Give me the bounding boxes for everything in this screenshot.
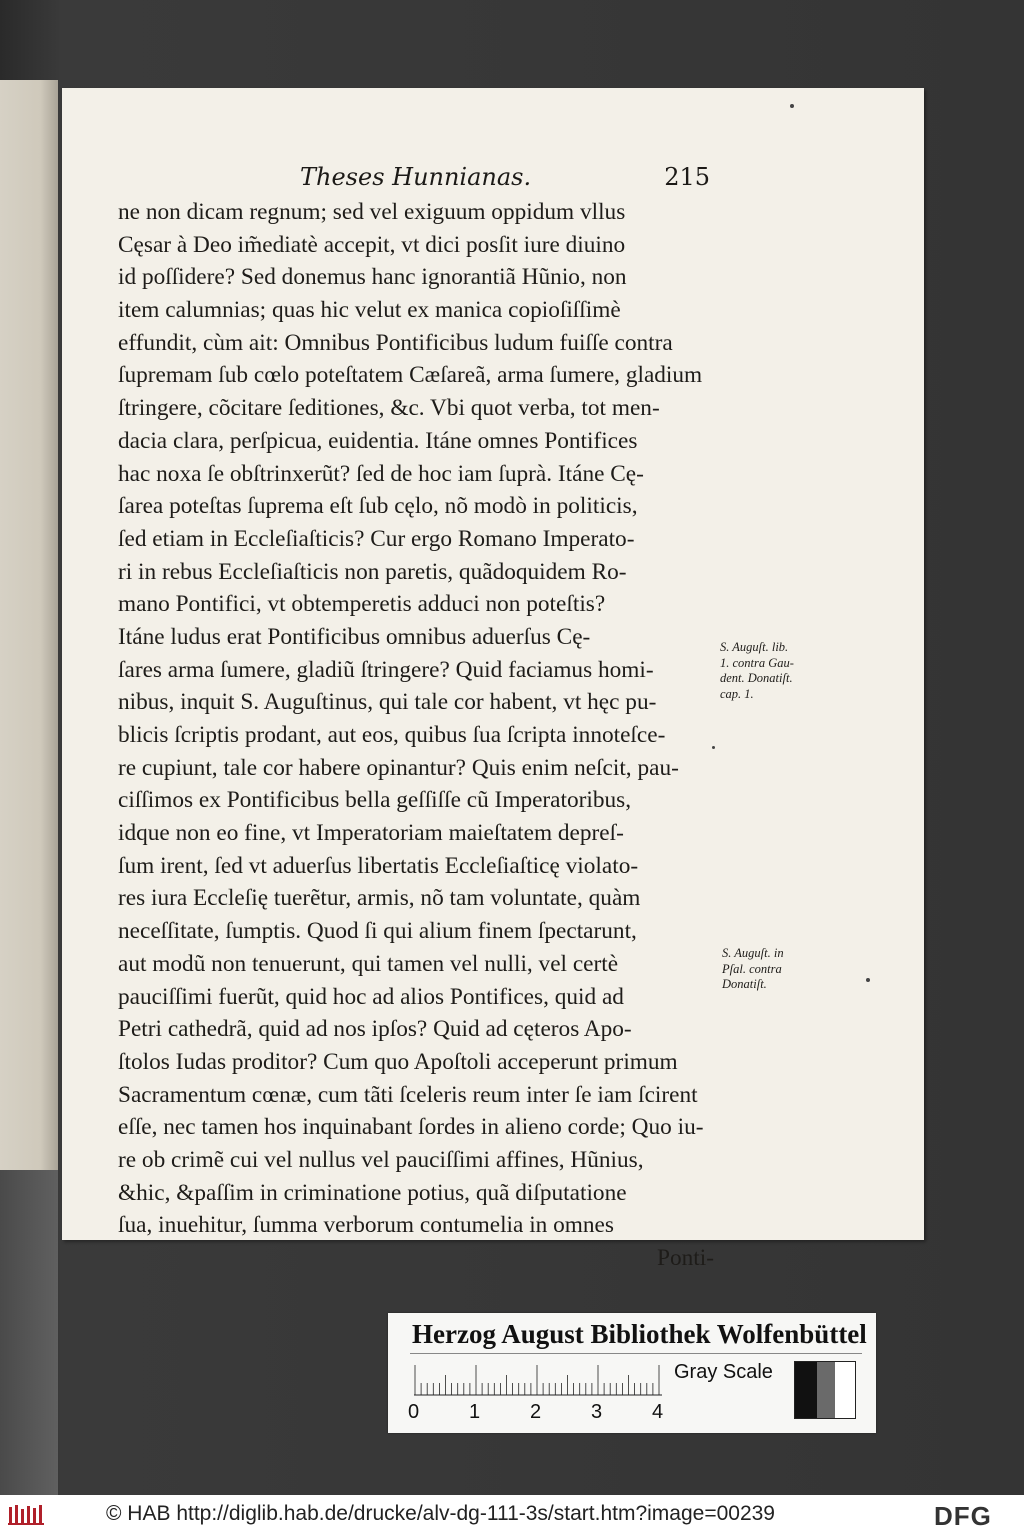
margin-note-line: Pſal. contra: [722, 961, 782, 976]
page-speck: [790, 104, 794, 108]
swatch-white: [835, 1362, 855, 1418]
text-line: ciſſimos ex Pontificibus bella geſſiſſe cũ Imperatoribus,: [118, 787, 632, 814]
catchword: Ponti-: [657, 1245, 714, 1271]
ruler-labels: [408, 1401, 678, 1425]
margin-note-line: Donatiſt.: [722, 977, 767, 991]
footer-bar: [0, 1495, 1024, 1535]
text-line: eſſe, nec tamen hos inquinabant ſordes in alieno corde; Quo iu-: [118, 1114, 704, 1141]
text-line: Cęsar à Deo im̃ediatè accepit, vt dici posſit iure diuino: [118, 231, 626, 258]
text-line: id poſſidere? Sed donemus hanc ignorantiã Hũnio, non: [118, 264, 627, 291]
card-divider: [410, 1353, 862, 1354]
text-line: ſed etiam in Eccleſiaſticis? Cur ergo Romano Imperato-: [118, 525, 635, 552]
text-line: item calumnias; quas hic velut ex manica copioſiſſimè: [118, 297, 621, 324]
text-line: neceſſitate, ſumptis. Quod ſi qui alium finem ſpectarunt,: [118, 918, 637, 945]
card-title: Herzog August Bibliothek Wolfenbüttel: [412, 1319, 867, 1349]
running-title: Theses Hunnianas.: [300, 163, 532, 191]
ruler-label: 2: [530, 1401, 542, 1423]
text-line: ſua, inuehitur, ſumma verborum contumelia in omnes: [118, 1212, 614, 1239]
ruler-label: 3: [591, 1401, 603, 1423]
margin-note-line: dent. Donatiſt.: [720, 671, 793, 685]
swatch-gray: [817, 1362, 835, 1418]
text-line: idque non eo fine, vt Imperatoriam maieſtatem depreſ-: [118, 820, 624, 847]
text-line: ſtringere, cõcitare ſeditiones, &c. Vbi quot verba, tot men-: [118, 395, 660, 422]
body-text: [118, 196, 714, 1275]
hab-logo-icon: [8, 1504, 48, 1526]
margin-note-2: [722, 946, 842, 993]
margin-note-line: cap. 1.: [720, 686, 754, 701]
text-line: Sacramentum cœnæ, cum tãti ſceleris reum inter ſe iam ſcirent: [118, 1081, 698, 1108]
text-line: re ob crimẽ cui vel nullus vel pauciſſimi affines, Hũnius,: [118, 1146, 644, 1173]
page-speck: [866, 978, 870, 982]
text-line: aut modũ non tenuerunt, qui tamen vel nulli, vel certè: [118, 950, 619, 977]
gray-scale-swatch: [794, 1361, 856, 1419]
text-line: ne non dicam regnum; sed vel exiguum oppidum vllus: [118, 199, 626, 225]
text-line: re cupiunt, tale cor habere opinantur? Quis enim neſcit, pau-: [118, 754, 679, 781]
text-line: ſarea poteſtas ſuprema eſt ſub cęlo, nõ modò in politicis,: [118, 493, 638, 520]
text-line: hac noxa ſe obſtrinxerũt? ſed de hoc iam ſuprà. Itáne Cę-: [118, 460, 644, 487]
text-line: ri in rebus Eccleſiaſticis non paretis, quãdoquidem Ro-: [118, 558, 627, 585]
margin-note-line: S. Auguſt. lib.: [720, 640, 789, 654]
ruler-label: 0: [408, 1401, 420, 1423]
swatch-black: [795, 1362, 817, 1418]
previous-page-shadow: [0, 1170, 58, 1500]
text-line: res iura Eccleſię tuerẽtur, armis, nõ tam voluntate, quàm: [118, 885, 641, 912]
page-speck: [712, 746, 715, 749]
text-line: blicis ſcriptis prodant, aut eos, quibus ſua ſcripta innoteſce-: [118, 722, 666, 748]
margin-note-1: [720, 640, 840, 702]
text-line: Petri cathedrã, quid ad nos ipſos? Quid ad cęteros Apo-: [118, 1016, 632, 1043]
text-line: ſum irent, ſed vt aduerſus libertatis Eccleſiaſticę violato-: [118, 852, 639, 879]
gray-scale-label: Gray Scale: [674, 1361, 773, 1383]
text-line: ſtolos Iudas proditor? Cum quo Apoſtoli acceperunt primum: [118, 1048, 678, 1075]
text-line: effundit, cùm ait: Omnibus Pontificibus ludum fuiſſe contra: [118, 329, 673, 356]
text-line: ſupremam ſub cœlo poteſtatem Cæſareã, arma ſumere, gladium: [118, 362, 703, 389]
ruler-label: 1: [469, 1401, 481, 1423]
text-line: nibus, inquit S. Auguſtinus, qui tale cor habent, vt hęc pu-: [118, 689, 657, 716]
ruler-label: 4: [652, 1401, 664, 1423]
text-line: dacia clara, perſpicua, euidentia. Itáne omnes Pontifices: [118, 427, 638, 454]
text-line: Itáne ludus erat Pontificibus omnibus aduerſus Cę-: [118, 623, 591, 650]
margin-note-line: 1. contra Gau-: [720, 655, 794, 670]
text-line: pauciſſimi fuerũt, quid hoc ad alios Pontifices, quid ad: [118, 983, 624, 1010]
calibration-card: [388, 1313, 876, 1433]
page-header: [300, 163, 710, 197]
copyright-link[interactable]: © HAB http://diglib.hab.de/drucke/alv-dg-111-3s/start.htm?image=00239: [106, 1502, 775, 1525]
text-line: ſares arma ſumere, gladiũ ſtringere? Quid faciamus homi-: [118, 656, 654, 683]
page-number: 215: [664, 163, 710, 191]
text-line: &hic, &paſſim in criminatione potius, quã diſputatione: [118, 1179, 627, 1206]
margin-note-line: S. Auguſt. in: [722, 946, 784, 960]
dfg-logo: DFG: [934, 1501, 992, 1531]
text-line: mano Pontifici, vt obtemperetis adduci non poteſtis?: [118, 591, 606, 618]
